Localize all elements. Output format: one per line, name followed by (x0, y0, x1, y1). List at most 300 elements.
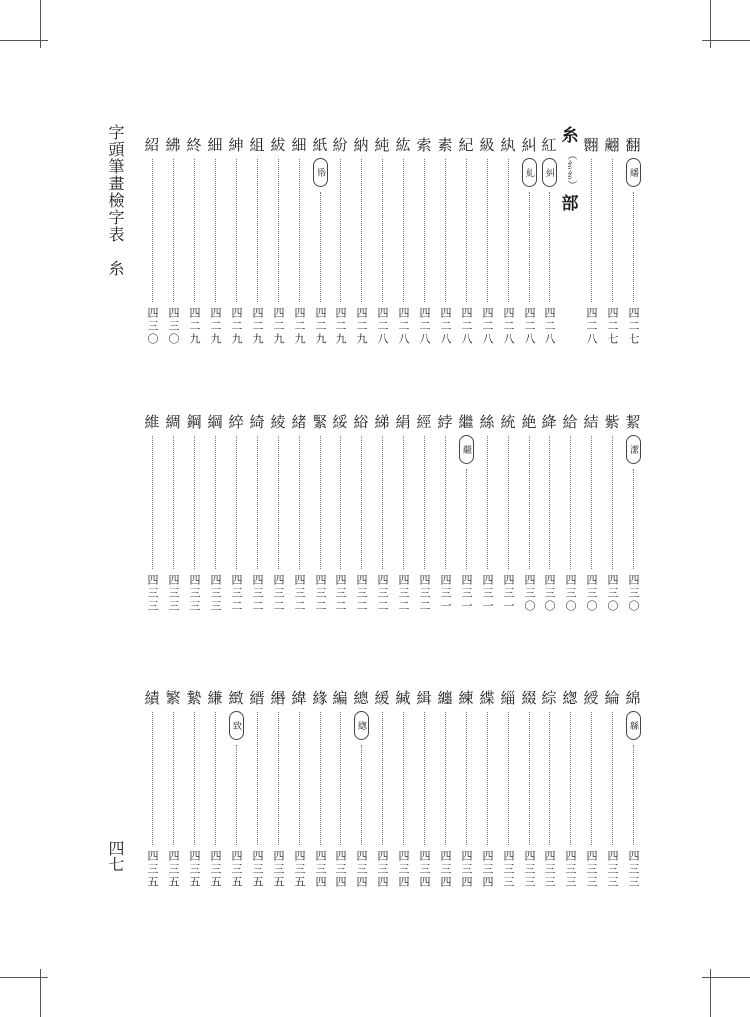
entry-page: 四三三 (627, 850, 640, 889)
entry-page: 四二九 (334, 307, 347, 346)
index-entry (457, 689, 475, 889)
index-entry (164, 136, 182, 346)
dot-leader (529, 712, 530, 845)
dot-leader (340, 159, 341, 302)
entry-page: 四三五 (230, 850, 243, 889)
index-entry (290, 136, 308, 346)
index-entry (436, 136, 454, 346)
entry-page: 四三〇 (564, 574, 577, 613)
index-entry (311, 689, 329, 889)
index-entry (269, 136, 287, 346)
entry-page: 四二八 (418, 307, 431, 346)
entry-character: 紙 (312, 136, 328, 154)
dot-leader (508, 436, 509, 569)
dot-leader (340, 436, 341, 569)
entry-page: 四三一 (460, 574, 473, 613)
index-entry (499, 689, 517, 889)
entry-character: 給 (562, 413, 578, 431)
entry-page: 四三四 (460, 850, 473, 889)
index-entry (164, 413, 182, 613)
entry-character: 緻 (228, 689, 244, 707)
entry-page: 四三三 (146, 574, 159, 613)
index-entry (582, 413, 600, 613)
dot-leader (508, 159, 509, 302)
dot-leader (320, 712, 321, 845)
dot-leader (173, 712, 174, 845)
entry-character: 緒 (291, 413, 307, 431)
entry-page: 四三三 (209, 574, 222, 613)
index-entry (290, 689, 308, 889)
index-entry (603, 413, 621, 613)
dot-leader (382, 159, 383, 302)
dot-leader (403, 712, 404, 845)
entry-character: 綈 (374, 413, 390, 431)
dot-leader (424, 712, 425, 845)
dot-leader (591, 712, 592, 845)
entry-page: 四二九 (314, 307, 327, 346)
index-entry (520, 413, 538, 613)
entry-page: 四三〇 (146, 307, 159, 346)
dot-leader (633, 745, 634, 845)
entry-character: 緫 (562, 689, 578, 707)
index-entry (290, 413, 308, 613)
entry-page: 四二九 (251, 307, 264, 346)
variant-note: 繙 (626, 158, 641, 187)
dot-leader (278, 159, 279, 302)
entry-character: 緊 (312, 413, 328, 431)
entry-character: 緝 (416, 689, 432, 707)
index-entry (185, 136, 203, 346)
index-entry (248, 413, 266, 613)
dot-leader (361, 436, 362, 569)
entry-character: 總 (353, 689, 369, 707)
index-entry (206, 689, 224, 889)
entry-page: 四三五 (272, 850, 285, 889)
index-entry (624, 689, 642, 889)
entry-character: 純 (374, 136, 390, 154)
index-entry (624, 136, 642, 346)
index-entry (331, 689, 349, 889)
crop-mark (710, 969, 711, 1017)
entry-character: 緡 (270, 689, 286, 707)
entry-character: 絹 (395, 413, 411, 431)
entry-character: 組 (249, 136, 265, 154)
entry-character: 終 (186, 136, 202, 154)
entry-character: 綱 (207, 413, 223, 431)
entry-character: 紀 (458, 136, 474, 154)
dot-leader (299, 712, 300, 845)
entry-page: 四三〇 (606, 574, 619, 613)
entry-character: 紘 (395, 136, 411, 154)
entry-page: 四三三 (167, 574, 180, 613)
dot-leader (549, 436, 550, 569)
index-entry (164, 689, 182, 889)
dot-leader (173, 159, 174, 302)
entry-page: 四三五 (251, 850, 264, 889)
entry-character: 繼 (458, 413, 474, 431)
crop-mark (710, 0, 711, 48)
entry-character: 紅 (541, 136, 557, 154)
entry-character: 絲 (479, 413, 495, 431)
index-entry (185, 689, 203, 889)
entry-page: 四三〇 (585, 574, 598, 613)
entry-character: 綿 (625, 689, 641, 707)
dot-leader (257, 159, 258, 302)
dot-leader (194, 159, 195, 302)
entry-character: 緣 (312, 689, 328, 707)
entry-page: 四三一 (439, 574, 452, 613)
entry-page: 四二九 (188, 307, 201, 346)
entry-character: 紫 (604, 413, 620, 431)
index-entry (478, 136, 496, 346)
index-entry (143, 413, 161, 613)
dot-leader (278, 712, 279, 845)
entry-character: 翽 (604, 136, 620, 154)
entry-page: 四二八 (460, 307, 473, 346)
entry-page: 四三五 (167, 850, 180, 889)
index-entry (540, 413, 558, 613)
index-entry (436, 413, 454, 613)
dot-leader (424, 159, 425, 302)
entry-page: 四三二 (376, 574, 389, 613)
index-entry (520, 136, 538, 346)
entry-page: 四二九 (272, 307, 285, 346)
entry-page: 四三三 (606, 850, 619, 889)
entry-character: 纏 (437, 689, 453, 707)
entry-character: 綴 (521, 689, 537, 707)
entry-character: 統 (500, 413, 516, 431)
dot-leader (173, 436, 174, 569)
entry-page: 四三五 (188, 850, 201, 889)
index-entry (457, 413, 475, 613)
dot-leader (152, 159, 153, 302)
page-number: 四七 (106, 840, 125, 872)
entry-page: 四三三 (502, 850, 515, 889)
index-entry (603, 136, 621, 346)
entry-page: 四三三 (523, 850, 536, 889)
entry-character: 經 (416, 413, 432, 431)
dot-leader (320, 436, 321, 569)
index-entry (415, 136, 433, 346)
entry-character: 翻 (625, 136, 641, 154)
index-entry (206, 136, 224, 346)
dot-leader (466, 712, 467, 845)
entry-page: 四三三 (543, 850, 556, 889)
dot-leader (466, 469, 467, 569)
entry-page: 四二八 (397, 307, 410, 346)
entry-character: 綺 (249, 413, 265, 431)
entry-character: 綜 (541, 689, 557, 707)
entry-page: 四二九 (230, 307, 243, 346)
index-entry (206, 413, 224, 613)
entry-character: 綏 (332, 413, 348, 431)
entry-character: 績 (144, 689, 160, 707)
index-entry (373, 136, 391, 346)
index-entry (499, 136, 517, 346)
entry-page: 四三二 (314, 574, 327, 613)
dot-leader (194, 436, 195, 569)
index-entry (227, 689, 245, 889)
entry-page: 四三〇 (543, 574, 556, 613)
entry-page: 四二八 (439, 307, 452, 346)
dot-leader (382, 436, 383, 569)
entry-page: 四三二 (272, 574, 285, 613)
entry-character: 絳 (541, 413, 557, 431)
entry-page: 四三〇 (523, 574, 536, 613)
entry-character: 素 (437, 136, 453, 154)
index-entry (415, 689, 433, 889)
dot-leader (445, 712, 446, 845)
entry-character: 絶 (521, 413, 537, 431)
dot-leader (529, 192, 530, 302)
dot-leader (236, 159, 237, 302)
entry-character: 紳 (228, 136, 244, 154)
radical-label: 部 (561, 194, 579, 214)
index-entry (331, 136, 349, 346)
entry-page: 四三二 (251, 574, 264, 613)
entry-character: 級 (479, 136, 495, 154)
dot-leader (403, 436, 404, 569)
entry-page: 四二八 (376, 307, 389, 346)
dot-leader (361, 745, 362, 845)
index-entry (352, 136, 370, 346)
dot-leader (612, 436, 613, 569)
dot-leader (612, 712, 613, 845)
entry-page: 四三五 (209, 850, 222, 889)
entry-character: 翾 (583, 136, 599, 154)
dot-leader (152, 712, 153, 845)
entry-page: 四二九 (293, 307, 306, 346)
entry-character: 細 (291, 136, 307, 154)
entry-character: 編 (332, 689, 348, 707)
entry-page: 四三四 (418, 850, 431, 889)
dot-leader (257, 436, 258, 569)
index-entry (394, 689, 412, 889)
radical-char: 糸 (561, 126, 579, 146)
entry-character: 綾 (270, 413, 286, 431)
variant-note: 糾 (542, 158, 557, 187)
entry-page: 四三四 (355, 850, 368, 889)
entry-character: 紱 (270, 136, 286, 154)
entry-character: 糾 (521, 136, 537, 154)
index-entry (478, 689, 496, 889)
index-entry (394, 136, 412, 346)
variant-note: 潔 (626, 435, 641, 464)
running-title: 字頭筆畫檢字表 糸 (106, 124, 125, 277)
entry-page: 四二七 (606, 307, 619, 346)
dot-leader (299, 159, 300, 302)
entry-character: 紈 (500, 136, 516, 154)
entry-character: 結 (583, 413, 599, 431)
index-entry (227, 413, 245, 613)
entry-character: 紛 (332, 136, 348, 154)
entry-page: 四三五 (293, 850, 306, 889)
index-entry (520, 689, 538, 889)
entry-page: 四三四 (481, 850, 494, 889)
index-entry (331, 413, 349, 613)
entry-page: 四二九 (355, 307, 368, 346)
index-entry (352, 689, 370, 889)
index-entry (269, 689, 287, 889)
dot-leader (361, 159, 362, 302)
entry-character: 縑 (207, 689, 223, 707)
index-entry (394, 413, 412, 613)
entry-character: 緤 (479, 689, 495, 707)
entry-page: 四三三 (585, 850, 598, 889)
dot-leader (633, 192, 634, 302)
dot-leader (215, 712, 216, 845)
dot-leader (487, 159, 488, 302)
entry-character: 維 (144, 413, 160, 431)
entry-character: 絜 (625, 413, 641, 431)
dot-leader (215, 159, 216, 302)
entry-page: 四二七 (627, 307, 640, 346)
index-entry (478, 413, 496, 613)
dot-leader (257, 712, 258, 845)
entry-character: 縉 (249, 689, 265, 707)
index-entry (624, 413, 642, 613)
entry-character: 緩 (374, 689, 390, 707)
dot-leader (424, 436, 425, 569)
entry-page: 四三二 (355, 574, 368, 613)
index-entry (352, 413, 370, 613)
entry-page: 四三三 (188, 574, 201, 613)
entry-page: 四二八 (481, 307, 494, 346)
entry-character: 縶 (186, 689, 202, 707)
dot-leader (445, 436, 446, 569)
entry-character: 綍 (437, 413, 453, 431)
entry-page: 四三四 (439, 850, 452, 889)
dot-leader (340, 712, 341, 845)
index-entry (457, 136, 475, 346)
entry-page: 四三四 (314, 850, 327, 889)
dot-leader (591, 436, 592, 569)
entry-page: 四三四 (397, 850, 410, 889)
entry-character: 索 (416, 136, 432, 154)
index-entry (185, 413, 203, 613)
dot-leader (591, 159, 592, 302)
entry-page: 四二八 (523, 307, 536, 346)
index-entry (603, 689, 621, 889)
index-entry (436, 689, 454, 889)
entry-character: 納 (353, 136, 369, 154)
index-entry (227, 136, 245, 346)
index-entry (143, 136, 161, 346)
entry-character: 綢 (165, 413, 181, 431)
index-entry (373, 413, 391, 613)
index-entry (582, 689, 600, 889)
radical-variants: （纟纟） (565, 150, 576, 190)
dot-leader (612, 159, 613, 302)
crop-mark (40, 0, 41, 48)
entry-character: 紹 (144, 136, 160, 154)
index-entry (311, 413, 329, 613)
entry-character: 緯 (291, 689, 307, 707)
index-entry (373, 689, 391, 889)
index-entry (311, 136, 329, 346)
dot-leader (403, 159, 404, 302)
index-entry (415, 413, 433, 613)
entry-character: 綷 (228, 413, 244, 431)
variant-note: 帋 (313, 158, 328, 187)
dot-leader (487, 712, 488, 845)
entry-page: 四二九 (209, 307, 222, 346)
dot-leader (215, 436, 216, 569)
dot-leader (570, 436, 571, 569)
variant-note: 糺 (522, 158, 537, 187)
entry-character: 紼 (165, 136, 181, 154)
dot-leader (194, 712, 195, 845)
entry-character: 鋼 (186, 413, 202, 431)
entry-page: 四三二 (334, 574, 347, 613)
index-entry (269, 413, 287, 613)
entry-character: 繁 (165, 689, 181, 707)
dot-leader (320, 192, 321, 302)
entry-character: 細 (207, 136, 223, 154)
variant-note: 致 (229, 711, 244, 740)
entry-character: 緘 (395, 689, 411, 707)
index-entry (561, 689, 579, 889)
entry-character: 緇 (500, 689, 516, 707)
variant-note: 繼 (459, 435, 474, 464)
index-entry (561, 413, 579, 613)
dot-leader (633, 469, 634, 569)
entry-page: 四三二 (293, 574, 306, 613)
dot-leader (278, 436, 279, 569)
variant-note: 緫 (354, 711, 369, 740)
dot-leader (152, 436, 153, 569)
entry-page: 四二八 (502, 307, 515, 346)
entry-page: 四三一 (481, 574, 494, 613)
entry-page: 四三四 (376, 850, 389, 889)
entry-page: 四三〇 (167, 307, 180, 346)
dot-leader (299, 436, 300, 569)
variant-note: 緜 (626, 711, 641, 740)
index-entry (248, 689, 266, 889)
index-entry (143, 689, 161, 889)
entry-character: 綌 (353, 413, 369, 431)
entry-page: 四三二 (397, 574, 410, 613)
dot-leader (445, 159, 446, 302)
index-entry (540, 136, 558, 346)
crop-mark (40, 969, 41, 1017)
entry-character: 綬 (583, 689, 599, 707)
entry-page: 四三五 (146, 850, 159, 889)
dot-leader (382, 712, 383, 845)
dot-leader (570, 712, 571, 845)
entry-page: 四三四 (334, 850, 347, 889)
dot-leader (487, 436, 488, 569)
entry-character: 練 (458, 689, 474, 707)
entry-page: 四三一 (502, 574, 515, 613)
dot-leader (549, 192, 550, 302)
radical-header (558, 126, 582, 214)
index-entry (499, 413, 517, 613)
dot-leader (549, 712, 550, 845)
dot-leader (236, 436, 237, 569)
dot-leader (529, 436, 530, 569)
entry-page: 四二八 (585, 307, 598, 346)
index-entry (540, 689, 558, 889)
dot-leader (466, 159, 467, 302)
dot-leader (236, 745, 237, 845)
index-entry (582, 136, 600, 346)
entry-page: 四二八 (543, 307, 556, 346)
entry-page: 四三二 (418, 574, 431, 613)
dot-leader (508, 712, 509, 845)
entry-character: 綸 (604, 689, 620, 707)
entry-page: 四三二 (230, 574, 243, 613)
